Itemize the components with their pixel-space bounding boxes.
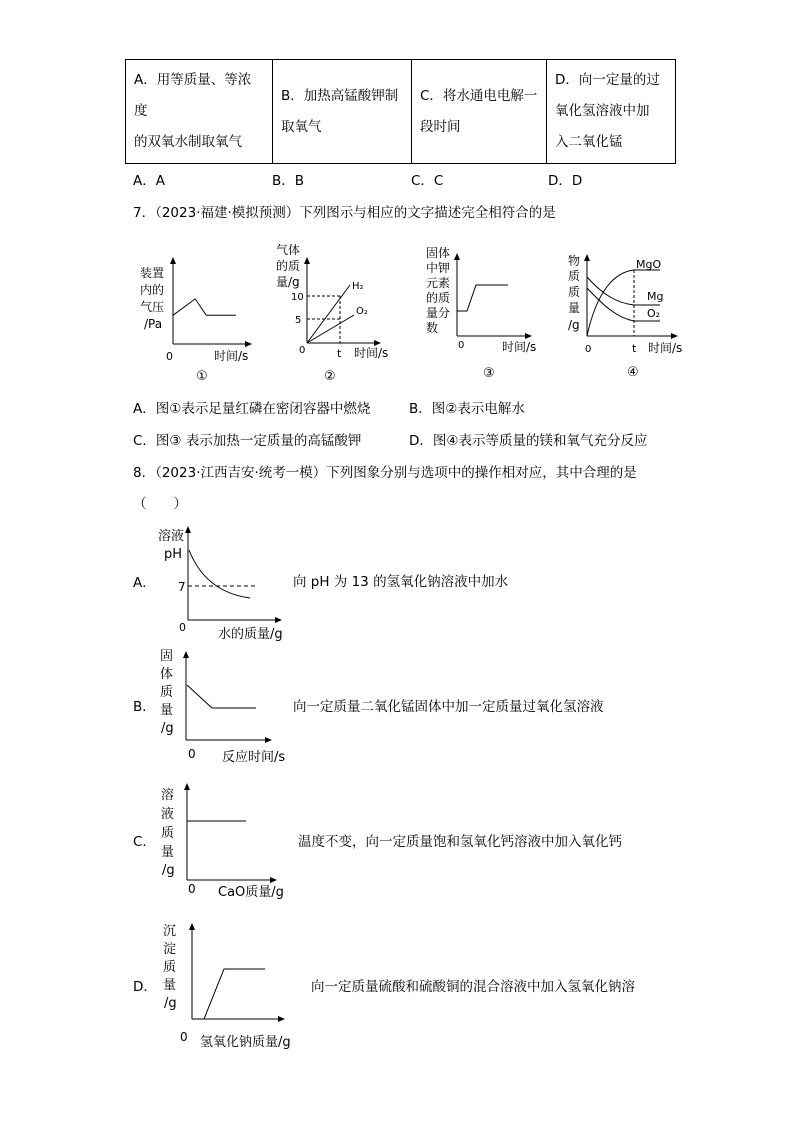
q8c-xlabel: CaO质量/g — [218, 885, 284, 900]
cell-line: 的双氧水制取氧气 — [134, 134, 242, 150]
q8b-curve — [187, 685, 256, 708]
q8d-origin: 0 — [180, 1030, 188, 1044]
q8-letter-a: A． — [133, 575, 156, 591]
cell-line: 入二氧化锰 — [555, 134, 623, 150]
q8c-ylabel: 液 — [161, 807, 175, 822]
q8-desc-a: 向 pH 为 13 的氢氧化钠溶液中加水 — [293, 574, 509, 590]
q8d-ylabel: 淀 — [163, 942, 177, 957]
q8d-x-arrow — [278, 1016, 285, 1022]
table-cell-c — [412, 60, 547, 164]
fig4-series-label: MgO — [636, 258, 662, 271]
fig1-ylabel: /Pa — [144, 317, 163, 331]
q7-figure-2 — [268, 240, 398, 385]
q8-graph-a — [150, 520, 300, 645]
fig4-ylabel: 物 — [568, 254, 581, 268]
fig2-ytick: 5 — [295, 315, 302, 326]
fig4-series-label: Mg — [647, 290, 664, 303]
q7-option-a: A．图①表示足量红磷在密闭容器中燃烧 — [133, 401, 371, 417]
fig3-xlabel: 时间/s — [502, 340, 537, 354]
cell-line: 取氧气 — [281, 118, 322, 135]
q8c-ylabel: /g — [162, 863, 175, 878]
cell-line: A．用等质量、等浓度 — [134, 72, 252, 119]
answer-b: B．B — [272, 173, 305, 189]
fig4-xtick: t — [632, 342, 637, 355]
fig3-ylabel: 固体 — [426, 246, 451, 260]
fig2-line-h2 — [307, 285, 350, 343]
fig1-xlabel: 时间/s — [214, 349, 249, 363]
fig3-caption: ③ — [483, 366, 495, 381]
q8a-x-arrow — [275, 617, 282, 623]
fig4-ylabel: 质 — [568, 269, 581, 283]
cell-line: C．将水通电电解一 — [420, 87, 538, 104]
q8-stem: 8．（2023·江西吉安·统考一模）下列图象分别与选项中的操作相对应，其中合理的是 — [133, 465, 637, 481]
q8d-curve — [204, 969, 265, 1019]
options-table — [125, 59, 676, 164]
fig2-ylabel: 气体 — [276, 243, 301, 257]
q8c-ylabel: 溶 — [161, 788, 175, 803]
q7-figure-1 — [130, 250, 260, 385]
q8b-ylabel: 质 — [160, 685, 174, 700]
fig3-ylabel: 的质 — [426, 291, 451, 305]
fig2-ylabel: 的质 — [276, 259, 301, 273]
fig1-y-arrow — [170, 257, 176, 264]
fig1-ylabel: 气压 — [140, 300, 165, 314]
q8a-ytick: 7 — [178, 580, 186, 594]
fig3-ylabel: 元素 — [426, 276, 451, 290]
fig4-ylabel: /g — [568, 318, 580, 332]
fig4-y-arrow — [584, 254, 590, 261]
q8-letter-b: B． — [133, 699, 156, 715]
fig3-ylabel: 数 — [426, 321, 439, 335]
q8-desc-c: 温度不变，向一定质量饱和氢氧化钙溶液中加入氧化钙 — [298, 834, 622, 850]
fig4-xlabel: 时间/s — [648, 341, 683, 355]
q8-desc-d: 向一定质量硫酸和硫酸铜的混合溶液中加入氢氧化钠溶 — [311, 979, 635, 995]
fig4-x-arrow — [671, 333, 678, 339]
fig2-ytick: 10 — [291, 292, 304, 303]
q8d-xlabel: 氢氧化钠质量/g — [200, 1035, 291, 1050]
q7-figure-3 — [420, 245, 550, 380]
cell-line: D．向一定量的过 — [555, 72, 660, 88]
q8c-ylabel: 量 — [161, 845, 175, 860]
cell-line: 段时间 — [420, 118, 461, 135]
q7-option-b: B．图②表示电解水 — [409, 401, 525, 417]
q8b-y-arrow — [183, 651, 189, 658]
fig1-ylabel: 内的 — [140, 283, 165, 297]
q8b-ylabel: 量 — [160, 703, 174, 718]
q8-letter-d: D． — [133, 979, 157, 995]
q8a-curve — [189, 550, 250, 598]
q8d-y-arrow — [189, 923, 195, 930]
fig3-ylabel: 量分 — [426, 306, 451, 320]
q7-option-d: D．图④表示等质量的镁和氧气充分反应 — [409, 433, 648, 449]
fig2-xtick: t — [337, 347, 342, 360]
q7-figure-4 — [565, 250, 690, 380]
answer-d: D．D — [548, 173, 583, 189]
fig2-y-arrow — [304, 257, 310, 264]
table-cell-d — [547, 60, 676, 164]
fig2-ylabel: 量/g — [276, 275, 300, 289]
fig2-origin: 0 — [299, 345, 306, 356]
q8a-ylabel: pH — [164, 547, 183, 562]
table-cell-b — [273, 60, 412, 164]
q8b-ylabel: /g — [161, 721, 174, 736]
fig3-ylabel: 中钾 — [426, 261, 451, 275]
q8-graph-c — [150, 780, 300, 905]
fig4-ylabel: 质 — [568, 285, 581, 299]
fig4-caption: ④ — [627, 365, 639, 380]
table-cell-a — [126, 60, 273, 164]
fig4-origin: 0 — [585, 344, 592, 355]
cell-line: B．加热高锰酸钾制 — [281, 87, 399, 104]
q8b-xlabel: 反应时间/s — [222, 750, 286, 765]
fig2-series-label: H₂ — [352, 281, 364, 292]
q8c-x-arrow — [270, 877, 277, 883]
q8-graph-b — [150, 645, 300, 770]
q7-stem: 7．（2023·福建·模拟预测）下列图示与相应的文字描述完全相符合的是 — [133, 205, 556, 221]
q8a-y-arrow — [185, 526, 191, 533]
fig1-origin: 0 — [166, 350, 173, 363]
q8d-ylabel: 沉 — [163, 924, 177, 939]
fig2-xlabel: 时间/s — [354, 346, 389, 360]
q8b-ylabel: 体 — [160, 667, 174, 682]
q8d-ylabel: 质 — [163, 960, 177, 975]
answer-a: A．A — [133, 173, 165, 189]
fig1-curve — [173, 299, 236, 315]
q8c-ylabel: 质 — [161, 826, 175, 841]
q8b-x-arrow — [265, 737, 272, 743]
q8-answer-bracket: （ ） — [133, 496, 187, 512]
fig3-x-arrow — [525, 333, 532, 339]
q8-letter-c: C． — [133, 834, 156, 850]
q8-graph-d — [150, 915, 310, 1055]
q8a-origin: 0 — [179, 621, 186, 634]
fig4-series-label: O₂ — [647, 307, 661, 320]
fig2-series-label: O₂ — [356, 306, 368, 317]
fig2-caption: ② — [324, 369, 336, 384]
fig3-curve — [457, 285, 508, 311]
q8a-xlabel: 水的质量/g — [218, 627, 283, 642]
cell-line: 氧化氢溶液中加 — [555, 103, 650, 119]
q8d-ylabel: 量 — [163, 978, 177, 993]
q8-desc-b: 向一定质量二氧化锰固体中加一定质量过氧化氢溶液 — [293, 699, 604, 715]
fig3-origin: 0 — [458, 340, 465, 351]
q7-option-c: C．图③ 表示加热一定质量的高锰酸钾 — [133, 433, 362, 449]
q8a-ylabel: 溶液 — [158, 529, 185, 544]
answer-c: C．C — [411, 173, 444, 189]
fig1-x-arrow — [245, 341, 252, 347]
fig3-y-arrow — [454, 253, 460, 260]
q8b-origin: 0 — [188, 747, 196, 761]
fig1-ylabel: 装置 — [140, 266, 165, 280]
fig1-caption: ① — [196, 369, 208, 384]
q8b-ylabel: 固 — [160, 649, 174, 664]
q8c-y-arrow — [184, 783, 190, 790]
fig4-ylabel: 量 — [568, 301, 581, 315]
q8d-ylabel: /g — [164, 996, 177, 1011]
q8c-origin: 0 — [188, 882, 196, 896]
